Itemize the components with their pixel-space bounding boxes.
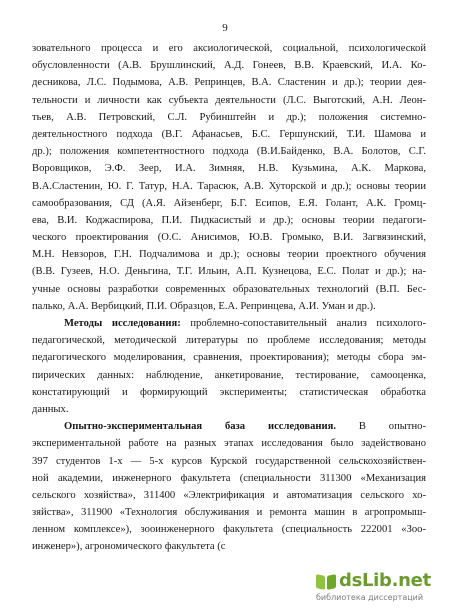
document-body xyxy=(32,40,426,556)
text-line: ленном комплексе»), зооинженерного факультета (специальность 222001 «Зоо- xyxy=(32,524,426,536)
text-line: зовательного процесса и его аксиологической, социальной, психологической xyxy=(32,43,426,54)
text-line: тьев, А.В. Петровский, С.Л. Рубинштейн и др.); положения системно- xyxy=(32,111,426,123)
text-line: пирических данных: наблюдение, анкетирование, тестирование, самооценка, xyxy=(32,369,426,381)
text-line: учные основы разработки современных образовательных технологий (В.П. Бес- xyxy=(32,283,426,295)
section-label-experimental-base: Опытно-экспериментальная база исследования. xyxy=(64,421,336,433)
text-line: обусловленности (А.В. Брушлинский, А.Д. Гонеев, В.В. Краевский, И.А. Ко- xyxy=(32,60,426,72)
text-line: педагогической, методической литературы по проблеме исследования; методы xyxy=(32,335,426,347)
paragraph-theoretical-basis xyxy=(32,40,426,315)
page-number: 9 xyxy=(222,22,228,34)
paragraph-experimental-base xyxy=(32,418,426,556)
text-line xyxy=(32,418,426,435)
text-line: Воровщиков, Э.Ф. Зеер, И.А. Зимняя, Н.В. Кузьмина, А.К. Маркова, xyxy=(32,163,426,175)
watermark-logo xyxy=(316,568,431,592)
text-line: деятельностного подхода (В.Г. Афанасьев, Б.С. Гершунский, Т.И. Шамова и xyxy=(32,128,426,140)
text-fragment: В опытно- xyxy=(335,421,426,433)
text-line xyxy=(32,315,426,332)
text-line: 397 студентов 1-х — 5-х курсов Курской государственной сельскохозяйствен- xyxy=(32,455,426,467)
text-line: В.А.Сластенин, Ю. Г. Татур, Н.А. Тарасюк, А.В. Хуторской и др.); основы теории xyxy=(32,180,426,192)
text-line: данных. xyxy=(32,403,69,415)
text-line: инженер»), агрономического факультета (с xyxy=(32,541,226,553)
text-line: ной академии, инженерного факультета (специальности 311300 «Механизация xyxy=(32,472,426,484)
text-line: М.Н. Невзоров, Г.Н. Подчалимова и др.); основы теории проектного обучения xyxy=(32,249,426,261)
text-line: зяйства», 311900 «Технология обслуживания и ремонта машин в агропромыш- xyxy=(32,507,426,519)
text-line: десникова, Л.С. Подымова, А.В. Репринцев, В.А. Сластенин и др.); теории дея- xyxy=(32,77,426,89)
dslib-watermark xyxy=(316,568,440,608)
book-icon xyxy=(316,572,336,589)
text-line: тельности и личности как субъекта деятельности (Л.С. Выготский, А.Н. Леон- xyxy=(32,94,426,106)
text-line: экспериментальной работе на разных этапах исследования было задействовано xyxy=(32,438,426,450)
text-line: сельского хозяйства», 311400 «Электрификация и автоматизация сельского хо- xyxy=(32,489,426,501)
text-fragment: проблемно-сопоставительный анализ психолого- xyxy=(180,318,426,329)
text-line: палько, А.А. Вербицкий, П.И. Образцов, Е.А. Репринцева, А.И. Уман и др.). xyxy=(32,300,376,312)
section-label-methods: Методы исследования: xyxy=(64,318,181,329)
paragraph-research-methods xyxy=(32,315,426,418)
text-line: ева, В.И. Коджаспирова, П.И. Пидкасистый и др.); основы теории педагоги- xyxy=(32,214,426,226)
text-line: констатирующий и формирующий эксперименты; статистическая обработка xyxy=(32,386,426,398)
text-line: ческого проектирования (О.С. Анисимов, Ю.В. Громыко, В.И. Загвязинский, xyxy=(32,232,426,244)
watermark-title: dsLib.net xyxy=(339,569,431,591)
text-line: самообразования, СД (А.Я. Айзенберг, Б.Г. Есипов, Е.Я. Голант, А.К. Громц- xyxy=(32,197,426,209)
watermark-subtitle: библиотека диссертаций xyxy=(316,593,424,602)
text-line: педагогического моделирования, сравнения, проектирования); методы сбора эм- xyxy=(32,352,426,364)
text-line: (В.В. Гузеев, Н.О. Деньгина, Т.Г. Ильин, А.П. Кузнецова, Е.С. Полат и др.); на- xyxy=(32,266,426,278)
text-line: др.); положения компетентностного подхода (В.И.Байденко, В.А. Болотов, С.Г. xyxy=(32,146,426,158)
